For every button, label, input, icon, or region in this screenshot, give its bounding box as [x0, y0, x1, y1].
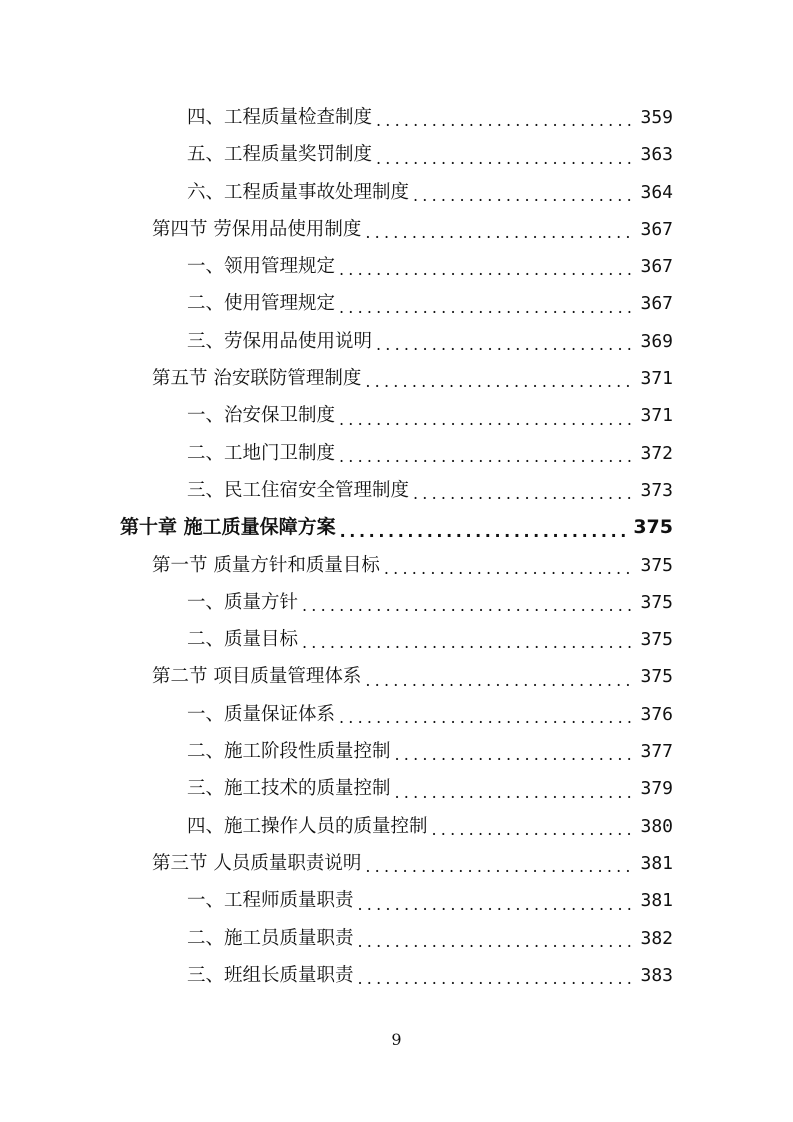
toc-entry-title: 三、施工技术的质量控制	[187, 778, 391, 800]
toc-entry-page-number: 371	[640, 368, 673, 390]
toc-entry-page-number: 367	[640, 256, 673, 278]
toc-section-entry	[0, 845, 793, 882]
toc-entry-page-number: 363	[640, 144, 673, 166]
toc-entry-title: 一、治安保卫制度	[187, 405, 336, 427]
toc-chapter-entry	[0, 509, 793, 546]
toc-subsection-entry	[0, 696, 793, 733]
toc-subsection-entry	[0, 882, 793, 919]
toc-dot-leader	[413, 479, 632, 509]
toc-subsection-entry	[0, 248, 793, 285]
toc-entry-title: 二、工地门卫制度	[187, 442, 336, 464]
toc-dot-leader	[432, 815, 633, 845]
toc-subsection-entry	[0, 285, 793, 322]
toc-section-entry	[0, 211, 793, 248]
toc-dot-leader	[358, 890, 633, 920]
toc-subsection-entry	[0, 733, 793, 770]
toc-entry-title: 第四节 劳保用品使用制度	[152, 218, 362, 240]
toc-entry-title: 二、使用管理规定	[187, 293, 336, 315]
toc-entry-page-number: 380	[640, 815, 673, 837]
toc-entry-title: 六、工程质量事故处理制度	[187, 181, 410, 203]
toc-dot-leader	[376, 144, 632, 174]
toc-entry-title: 第二节 项目质量管理体系	[152, 666, 362, 688]
toc-dot-leader	[358, 927, 633, 957]
toc-entry-title: 一、领用管理规定	[187, 256, 336, 278]
toc-entry-title: 第一节 质量方针和质量目标	[152, 554, 380, 576]
toc-dot-leader	[384, 554, 633, 584]
toc-subsection-entry	[0, 99, 793, 136]
toc-dot-leader	[339, 255, 632, 285]
toc-entry-title: 二、质量目标	[187, 629, 299, 651]
toc-dot-leader	[365, 666, 632, 696]
toc-entry-page-number: 372	[640, 442, 673, 464]
toc-entry-title: 三、民工住宿安全管理制度	[187, 479, 410, 501]
toc-dot-leader	[395, 778, 633, 808]
toc-dot-leader	[376, 106, 632, 136]
toc-subsection-entry	[0, 435, 793, 472]
toc-dot-leader	[376, 330, 632, 360]
toc-entry-page-number: 375	[640, 629, 673, 651]
toc-subsection-entry	[0, 472, 793, 509]
toc-entry-page-number: 364	[640, 181, 673, 203]
toc-dot-leader	[395, 740, 633, 770]
toc-entry-page-number: 375	[640, 554, 673, 576]
toc-subsection-entry	[0, 174, 793, 211]
toc-entry-title: 二、施工员质量职责	[187, 927, 354, 949]
toc-entry-page-number: 376	[640, 703, 673, 725]
toc-entry-title: 四、工程质量检查制度	[187, 107, 373, 128]
toc-subsection-entry	[0, 808, 793, 845]
toc-entry-page-number: 367	[640, 293, 673, 315]
toc-entry-page-number: 383	[640, 964, 673, 986]
toc-entry-page-number: 359	[640, 107, 673, 128]
toc-section-entry	[0, 658, 793, 695]
toc-entry-page-number: 377	[640, 741, 673, 763]
toc-entry-title: 第十章 施工质量保障方案	[120, 516, 336, 539]
toc-entry-page-number: 367	[640, 218, 673, 240]
toc-section-entry	[0, 547, 793, 584]
toc-entry-title: 三、劳保用品使用说明	[187, 330, 373, 352]
toc-entry-title: 一、质量保证体系	[187, 703, 336, 725]
toc-entry-page-number: 373	[640, 479, 673, 501]
toc-entry-title: 五、工程质量奖罚制度	[187, 144, 373, 166]
toc-dot-leader	[339, 293, 632, 323]
table-of-contents	[0, 99, 793, 994]
toc-entry-title: 四、施工操作人员的质量控制	[187, 815, 428, 837]
toc-dot-leader	[365, 218, 632, 248]
toc-entry-title: 第三节 人员质量职责说明	[152, 852, 362, 874]
toc-subsection-entry	[0, 770, 793, 807]
toc-dot-leader	[302, 628, 632, 658]
toc-section-entry	[0, 360, 793, 397]
toc-subsection-entry	[0, 136, 793, 173]
toc-entry-page-number: 369	[640, 330, 673, 352]
toc-dot-leader	[339, 703, 632, 733]
toc-subsection-entry	[0, 957, 793, 994]
toc-subsection-entry	[0, 584, 793, 621]
toc-entry-title: 一、工程师质量职责	[187, 890, 354, 912]
toc-dot-leader	[339, 442, 632, 472]
toc-entry-page-number: 379	[640, 778, 673, 800]
toc-dot-leader	[365, 852, 632, 882]
toc-dot-leader	[365, 367, 632, 397]
toc-entry-title: 二、施工阶段性质量控制	[187, 741, 391, 763]
toc-dot-leader	[339, 405, 632, 435]
toc-entry-page-number: 371	[640, 405, 673, 427]
toc-subsection-entry	[0, 621, 793, 658]
toc-entry-page-number: 375	[633, 516, 673, 539]
page-number: 9	[391, 1030, 402, 1049]
toc-entry-title: 第五节 治安联防管理制度	[152, 368, 362, 390]
toc-entry-title: 一、质量方针	[187, 591, 299, 613]
toc-entry-title: 三、班组长质量职责	[187, 964, 354, 986]
toc-entry-page-number: 382	[640, 927, 673, 949]
toc-dot-leader	[340, 517, 626, 547]
toc-dot-leader	[413, 181, 632, 211]
toc-subsection-entry	[0, 920, 793, 957]
toc-entry-page-number: 375	[640, 591, 673, 613]
toc-entry-page-number: 381	[640, 890, 673, 912]
toc-dot-leader	[302, 591, 632, 621]
toc-subsection-entry	[0, 323, 793, 360]
toc-subsection-entry	[0, 397, 793, 434]
toc-entry-page-number: 381	[640, 852, 673, 874]
toc-entry-page-number: 375	[640, 666, 673, 688]
toc-dot-leader	[358, 964, 633, 994]
